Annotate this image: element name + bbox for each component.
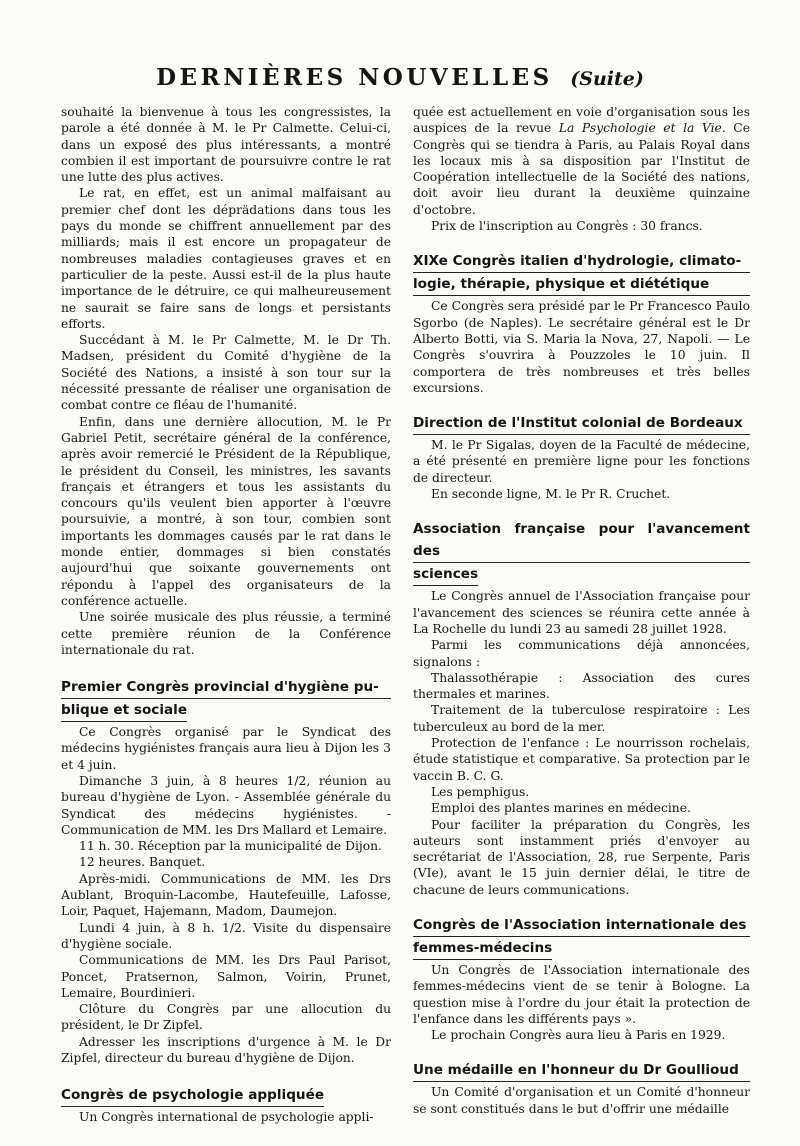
heading-line: sciences xyxy=(413,563,478,586)
right-paragraph: Traitement de la tuberculose respiratoire : Les tuberculeux au bord de la mer. xyxy=(413,703,750,734)
right-paragraph: Prix de l'inscription au Congrès : 30 francs. xyxy=(431,219,703,234)
right-paragraph: Thalassothérapie : Association des cures thermales et marines. xyxy=(413,670,750,702)
right-paragraph: Ce Congrès sera présidé par le Pr Francesco Paulo Sgorbo (de Naples). Le secrétaire général est le Dr Alberto Botti, via S. Maria la Nova, 27, Napoli. — Le Congrès s'ouvrira à Pouzzoles le 10 juin. Il comportera de très nombreuses et très belles excursions. xyxy=(413,299,750,395)
left-paragraph: Un Congrès international de psychologie appli- xyxy=(79,1110,374,1125)
section-heading xyxy=(413,250,750,296)
right-paragraph: Emploi des plantes marines en médecine. xyxy=(431,801,691,816)
journal-title: La Psychologie et la Vie xyxy=(558,121,722,136)
heading-line: blique et sociale xyxy=(61,699,187,722)
left-column xyxy=(61,104,391,1126)
heading-line: XIXe Congrès italien d'hydrologie, climato- xyxy=(413,250,750,273)
section-heading xyxy=(61,676,391,722)
left-paragraph: Le rat, en effet, est un animal malfaisant au premier chef dont les déprädations dans tous les pays du monde se chiffrent annuellement par des milliards; mais il est encore un propagateur de nombreuses maladies contagieuses graves et en particulier de la peste. Aussi est-il de la plus haute importance de le détruire, ce qui malheureusement ne saurait se faire sans de longs et persistants efforts. xyxy=(61,186,391,331)
heading-line: logie, thérapie, physique et diététique xyxy=(413,273,750,296)
heading-line: Premier Congrès provincial d'hygiène pu- xyxy=(61,676,391,699)
left-paragraph: Clôture du Congrès par une allocution du président, le Dr Zipfel. xyxy=(61,1002,391,1033)
section-heading xyxy=(61,1084,391,1107)
left-paragraph: Après-midi. Communications de MM. les Drs Aublant, Broquin-Lacombe, Hautefeuille, Lafosse, Loir, Paquet, Hajemann, Madom, Daumejon. xyxy=(61,871,391,919)
text-run: quée est actuellement en voie d'organisation sous les auspices de la revue xyxy=(413,105,750,136)
left-paragraph: Succédant à M. le Pr Calmette, M. le Dr Th. Madsen, président du Comité d'hygiène de la Société des Nations, a insisté à son tour sur la nécessité pressante de réaliser une organisation de combat contre ce fléau de l'humanité. xyxy=(61,333,391,413)
right-paragraph: Protection de l'enfance : Le nourrisson rochelais, étude statistique et comparative. Sa protection par le vaccin B. C. G. xyxy=(413,736,750,783)
left-paragraph: Adresser les inscriptions d'urgence à M. le Dr Zipfel, directeur du bureau d'hygiène de Dijon. xyxy=(61,1034,391,1066)
section-heading xyxy=(413,412,750,435)
right-paragraph: M. le Pr Sigalas, doyen de la Faculté de médecine, a été présenté en première ligne pour les fonctions de directeur. xyxy=(413,438,750,485)
page-header xyxy=(0,64,800,91)
left-paragraph: 11 h. 30. Réception par la municipalité de Dijon. xyxy=(79,839,382,854)
heading-line: Association française pour l'avancement des xyxy=(413,518,750,563)
heading-line: Congrès de l'Association internationale des xyxy=(413,914,750,937)
right-paragraph: Le Congrès annuel de l'Association française pour l'avancement des sciences se réunira cette année à La Rochelle du lundi 23 au samedi 28 juillet 1928. xyxy=(413,589,750,636)
left-paragraph: Ce Congrès organisé par le Syndicat des médecins hygiénistes français aura lieu à Dijon les 3 et 4 juin. xyxy=(61,725,391,772)
section-heading xyxy=(413,914,750,960)
right-column xyxy=(413,104,750,1117)
right-paragraph: Les pemphigus. xyxy=(431,784,530,799)
text-run: . Ce Congrès qui se tiendra à Paris, au Palais Royal dans les locaux mis à sa disposition par l'Institut de Coopération intellectuelle de la Société des nations, doit avoir lieu durant la deuxième quinzaine d'octobre. xyxy=(413,121,750,217)
left-paragraph: 12 heures. Banquet. xyxy=(79,855,206,870)
left-paragraph: Une soirée musicale des plus réussie, a terminé cette première réunion de la Conférence internationale du rat. xyxy=(61,610,391,657)
heading-line: femmes-médecins xyxy=(413,937,552,960)
heading-line: Direction de l'Institut colonial de Bordeaux xyxy=(413,412,750,435)
left-paragraph: Lundi 4 juin, à 8 h. 1/2. Visite du dispensaire d'hygiène sociale. xyxy=(61,920,391,951)
right-paragraph: Parmi les communications déjà annoncées, signalons : xyxy=(413,638,750,669)
right-paragraph: Pour faciliter la préparation du Congrès, les auteurs sont instamment priés d'envoyer au secrétariat de l'Association, 28, rue Serpente, Paris (VIe), avant le 15 juin dernier délai, le titre de chacune de leurs communications. xyxy=(413,817,750,897)
left-paragraph: souhaité la bienvenue à tous les congressistes, la parole a été donnée à M. le Pr Calmette. Celui-ci, dans un exposé des plus intéressants, a montré combien il est important de poursuivre contre le rat une lutte des plus actives. xyxy=(61,105,391,185)
right-paragraph: Un Comité d'organisation et un Comité d'honneur se sont constitués dans le but d'offrir une médaille xyxy=(413,1085,750,1116)
header-suite: (Suite) xyxy=(570,68,644,90)
left-paragraph: Communications de MM. les Drs Paul Parisot, Poncet, Pratsernon, Salmon, Voirin, Prunet, Lemaire, Bourdinieri. xyxy=(61,953,391,1000)
heading-line: Congrès de psychologie appliquée xyxy=(61,1084,324,1107)
right-paragraph: En seconde ligne, M. le Pr R. Cruchet. xyxy=(431,487,671,502)
left-paragraph: Enfin, dans une dernière allocution, M. le Pr Gabriel Petit, secrétaire général de la conférence, après avoir remercié le Président de la République, le président du Conseil, les ministres, les savants français et étrangers et tous les assistants du concours qu'ils veulent bien apporter à l'œuvre poursuivie, a montré, à son tour, combien sont importants les dommages causés par le rat dans le monde entier, dommages si bien constatés aujourd'hui que soixante gouvernements ont répondu à l'appel des organisateurs de la conférence actuelle. xyxy=(61,414,391,608)
right-paragraph xyxy=(413,104,750,218)
header-title: DERNIÈRES NOUVELLES xyxy=(156,64,553,91)
section-heading xyxy=(413,518,750,586)
section-heading xyxy=(413,1059,750,1082)
right-paragraph: Un Congrès de l'Association internationale des femmes-médecins vient de se tenir à Bologne. La question mise à l'ordre du jour était la protection de l'enfance dans les différents pays ». xyxy=(413,962,750,1026)
right-paragraph: Le prochain Congrès aura lieu à Paris en 1929. xyxy=(431,1028,726,1043)
heading-line: Une médaille en l'honneur du Dr Goullioud xyxy=(413,1059,750,1082)
left-paragraph: Dimanche 3 juin, à 8 heures 1/2, réunion au bureau d'hygiène de Lyon. - Assemblée générale du Syndicat des médecins hygiénistes. - Communication de MM. les Drs Mallard et Lemaire. xyxy=(61,773,391,837)
